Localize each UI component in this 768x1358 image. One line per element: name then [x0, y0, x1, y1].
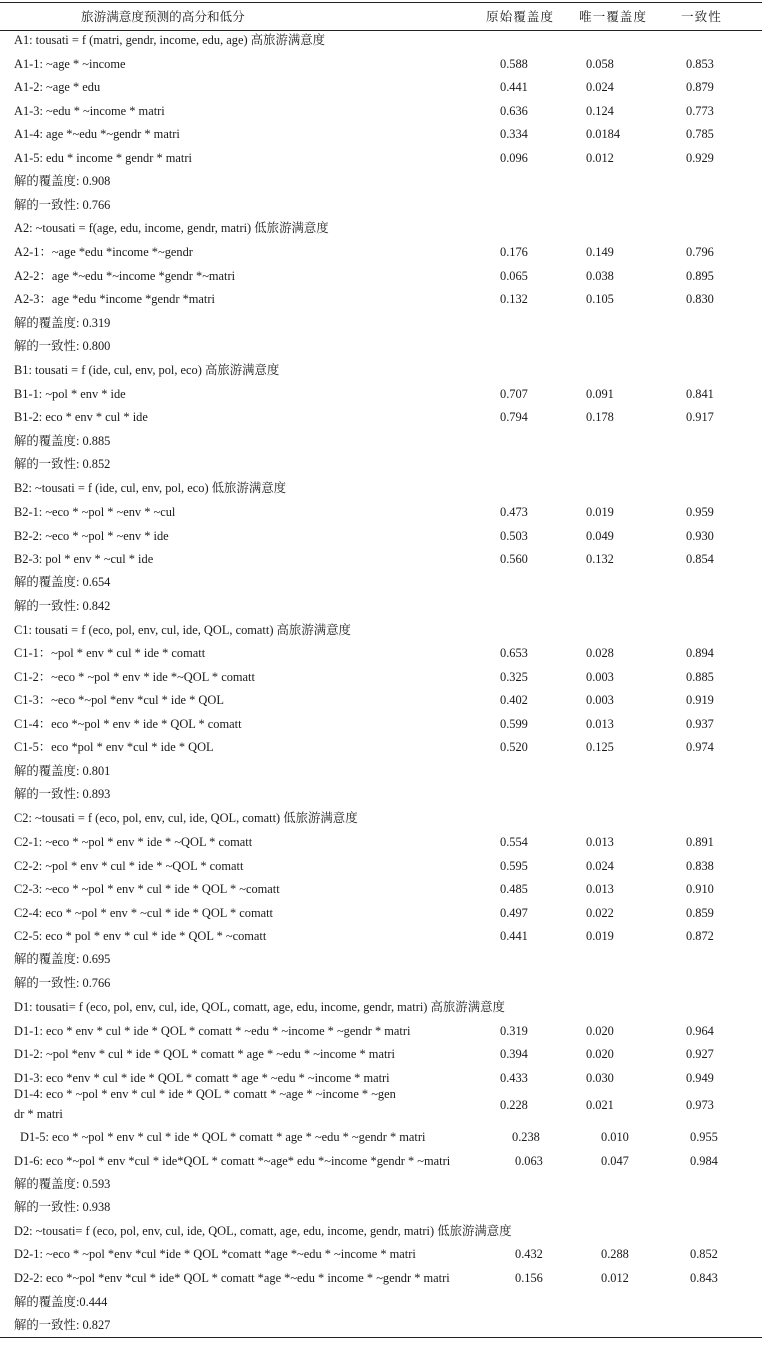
- table-row: [0, 407, 762, 427]
- table-row: [0, 289, 762, 309]
- table-row: [0, 856, 762, 876]
- unique-coverage-cell: 0.125: [586, 740, 614, 754]
- row-label: [14, 148, 192, 168]
- unique-coverage-cell: 0.010: [601, 1130, 629, 1144]
- table-section-row: [0, 478, 762, 498]
- row-label-line: A1-4: age *~edu *~gendr * matri: [14, 127, 180, 141]
- row-label: [14, 1084, 396, 1124]
- row-label-line: 解的覆盖度: 0.593: [14, 1177, 111, 1191]
- unique-coverage-cell: 0.0184: [586, 127, 621, 141]
- row-label: [14, 949, 110, 969]
- row-label: [14, 832, 252, 852]
- raw-coverage-cell: 0.176: [500, 245, 528, 259]
- row-label-line: 解的覆盖度:0.444: [14, 1295, 108, 1309]
- row-label: [14, 454, 110, 474]
- table-section-row: [0, 784, 762, 804]
- consistency-cell: 0.895: [686, 269, 714, 283]
- row-label-line: A2-3：age *edu *income *gendr *matri: [14, 292, 215, 306]
- table-row: [0, 1044, 762, 1064]
- consistency-cell: 0.930: [686, 529, 714, 543]
- consistency-cell: 0.974: [686, 740, 714, 754]
- table-section-row: [0, 761, 762, 781]
- row-label: [14, 690, 224, 710]
- row-label-line: 解的覆盖度: 0.695: [14, 952, 111, 966]
- row-label: [14, 596, 110, 616]
- row-label: [14, 643, 205, 663]
- consistency-cell: 0.841: [686, 387, 714, 401]
- unique-coverage-cell: 0.149: [586, 245, 614, 259]
- table-section-row: [0, 1315, 762, 1335]
- row-label-line: A2: ~tousati = f(age, edu, income, gendr, matri) 低旅游满意度: [14, 221, 329, 235]
- row-label: [14, 431, 110, 451]
- row-label: [14, 1221, 512, 1241]
- table-section-row: [0, 171, 762, 191]
- consistency-cell: 0.959: [686, 505, 714, 519]
- row-label-line: A1-1: ~age * ~income: [14, 57, 126, 71]
- raw-coverage-cell: 0.228: [500, 1098, 528, 1112]
- row-label-line: D2: ~tousati= f (eco, pol, env, cul, ide, QOL, comatt, age, edu, income, gendr, matri) 低旅游满意度: [14, 1224, 512, 1238]
- row-label: [14, 77, 100, 97]
- table-section-row: [0, 572, 762, 592]
- table-row: [0, 124, 762, 144]
- row-label: [14, 761, 110, 781]
- row-label: [14, 667, 255, 687]
- consistency-cell: 0.955: [690, 1130, 718, 1144]
- consistency-cell: 0.872: [686, 929, 714, 943]
- consistency-cell: 0.838: [686, 859, 714, 873]
- unique-coverage-cell: 0.012: [601, 1271, 629, 1285]
- consistency-cell: 0.879: [686, 80, 714, 94]
- row-label: [14, 195, 110, 215]
- row-label-line: C1-2：~eco * ~pol * env * ide *~QOL * comatt: [14, 670, 255, 684]
- unique-coverage-cell: 0.105: [586, 292, 614, 306]
- table-section-row: [0, 1174, 762, 1194]
- row-label-line: D2-2: eco *~pol *env *cul * ide* QOL * comatt *age *~edu * income * ~gendr * matri: [14, 1271, 450, 1285]
- raw-coverage-cell: 0.520: [500, 740, 528, 754]
- raw-coverage-cell: 0.794: [500, 410, 528, 424]
- row-label-line: 解的一致性: 0.938: [14, 1200, 111, 1214]
- unique-coverage-cell: 0.019: [586, 929, 614, 943]
- raw-coverage-cell: 0.473: [500, 505, 528, 519]
- row-label: [14, 289, 215, 309]
- row-label: [14, 384, 126, 404]
- row-label-line: A2-2：age *~edu *~income *gendr *~matri: [14, 269, 236, 283]
- row-label-line: D1-3: eco *env * cul * ide * QOL * comatt * age * ~edu * ~income * matri: [14, 1071, 390, 1085]
- row-label-line: D1-1: eco * env * cul * ide * QOL * comatt * ~edu * ~income * ~gendr * matri: [14, 1024, 411, 1038]
- raw-coverage-cell: 0.441: [500, 80, 528, 94]
- raw-coverage-cell: 0.636: [500, 104, 528, 118]
- unique-coverage-cell: 0.049: [586, 529, 614, 543]
- row-label-line: 解的覆盖度: 0.908: [14, 174, 111, 188]
- table-section-row: [0, 1197, 762, 1217]
- row-label-line: 解的一致性: 0.852: [14, 457, 111, 471]
- raw-coverage-cell: 0.503: [500, 529, 528, 543]
- raw-coverage-cell: 0.238: [512, 1130, 540, 1144]
- unique-coverage-cell: 0.021: [586, 1098, 614, 1112]
- table-section-row: [0, 808, 762, 828]
- row-label: [14, 30, 325, 50]
- unique-coverage-cell: 0.178: [586, 410, 614, 424]
- consistency-cell: 0.927: [686, 1047, 714, 1061]
- row-label: [14, 171, 110, 191]
- consistency-cell: 0.854: [686, 552, 714, 566]
- raw-coverage-cell: 0.319: [500, 1024, 528, 1038]
- row-label-line: B2-2: ~eco * ~pol * ~env * ide: [14, 529, 169, 543]
- raw-coverage-cell: 0.707: [500, 387, 528, 401]
- row-label: [14, 784, 110, 804]
- table-row: [0, 242, 762, 262]
- row-label: [14, 997, 505, 1017]
- consistency-cell: 0.843: [690, 1271, 718, 1285]
- raw-coverage-cell: 0.096: [500, 151, 528, 165]
- row-label: [14, 714, 242, 734]
- header-configuration: 旅游满意度预测的高分和低分: [81, 10, 245, 24]
- row-label-line: C2-3: ~eco * ~pol * env * cul * ide * QOL * ~comatt: [14, 882, 280, 896]
- consistency-cell: 0.949: [686, 1071, 714, 1085]
- unique-coverage-cell: 0.012: [586, 151, 614, 165]
- consistency-cell: 0.830: [686, 292, 714, 306]
- table-row: [0, 903, 762, 923]
- row-label-line: A1-5: edu * income * gendr * matri: [14, 151, 192, 165]
- row-label-line: 解的一致性: 0.827: [14, 1318, 111, 1332]
- consistency-cell: 0.785: [686, 127, 714, 141]
- header-unique-coverage: 唯一覆盖度: [579, 10, 647, 24]
- unique-coverage-cell: 0.003: [586, 670, 614, 684]
- raw-coverage-cell: 0.156: [515, 1271, 543, 1285]
- row-label-line: 解的一致性: 0.842: [14, 599, 111, 613]
- row-label: [14, 879, 280, 899]
- raw-coverage-cell: 0.441: [500, 929, 528, 943]
- row-label-line: 解的一致性: 0.893: [14, 787, 111, 801]
- raw-coverage-cell: 0.599: [500, 717, 528, 731]
- table-row: [0, 714, 762, 734]
- table-section-row: [0, 596, 762, 616]
- row-label: [14, 808, 358, 828]
- table-row: [0, 384, 762, 404]
- consistency-cell: 0.891: [686, 835, 714, 849]
- table-section-row: [0, 30, 762, 50]
- raw-coverage-cell: 0.485: [500, 882, 528, 896]
- row-label: [14, 1174, 110, 1194]
- row-label-line: 解的一致性: 0.766: [14, 976, 111, 990]
- table-section-row: [0, 336, 762, 356]
- table-row: [0, 737, 762, 757]
- row-label: [14, 1151, 450, 1171]
- row-label-line: C1-1：~pol * env * cul * ide * comatt: [14, 646, 206, 660]
- row-label: [14, 360, 279, 380]
- row-label-line: 解的一致性: 0.766: [14, 198, 111, 212]
- consistency-cell: 0.894: [686, 646, 714, 660]
- unique-coverage-cell: 0.013: [586, 835, 614, 849]
- consistency-cell: 0.852: [690, 1247, 718, 1261]
- row-label: [14, 856, 243, 876]
- unique-coverage-cell: 0.288: [601, 1247, 629, 1261]
- unique-coverage-cell: 0.022: [586, 906, 614, 920]
- consistency-cell: 0.929: [686, 151, 714, 165]
- raw-coverage-cell: 0.132: [500, 292, 528, 306]
- consistency-cell: 0.984: [690, 1154, 718, 1168]
- table-section-row: [0, 313, 762, 333]
- consistency-cell: 0.919: [686, 693, 714, 707]
- row-label: [14, 407, 148, 427]
- table-section-row: [0, 218, 762, 238]
- row-label: [14, 973, 110, 993]
- row-label: [14, 1244, 416, 1264]
- row-label-line: A1: tousati = f (matri, gendr, income, edu, age) 高旅游满意度: [14, 33, 326, 47]
- consistency-cell: 0.773: [686, 104, 714, 118]
- table-row: [0, 148, 762, 168]
- unique-coverage-cell: 0.020: [586, 1047, 614, 1061]
- row-label: [14, 1268, 450, 1288]
- row-label: [14, 502, 175, 522]
- row-label-line: B1-2: eco * env * cul * ide: [14, 410, 148, 424]
- table-section-row: [0, 454, 762, 474]
- table-section-row: [0, 949, 762, 969]
- unique-coverage-cell: 0.019: [586, 505, 614, 519]
- table-row: [0, 832, 762, 852]
- row-label-line: A1-3: ~edu * ~income * matri: [14, 104, 165, 118]
- table-row: [0, 526, 762, 546]
- raw-coverage-cell: 0.433: [500, 1071, 528, 1085]
- unique-coverage-cell: 0.028: [586, 646, 614, 660]
- row-label-line: D1-2: ~pol *env * cul * ide * QOL * comatt * age * ~edu * ~income * matri: [14, 1047, 395, 1061]
- row-label: [14, 313, 110, 333]
- table-row: [0, 643, 762, 663]
- row-label-line: 解的覆盖度: 0.801: [14, 764, 111, 778]
- table-section-row: [0, 620, 762, 640]
- table-section-row: [0, 1292, 762, 1312]
- table-top-rule: [0, 2, 762, 3]
- row-label: [14, 218, 329, 238]
- row-label: [14, 620, 351, 640]
- row-label-line: 解的覆盖度: 0.319: [14, 316, 111, 330]
- raw-coverage-cell: 0.653: [500, 646, 528, 660]
- unique-coverage-cell: 0.013: [586, 882, 614, 896]
- table-row: [0, 266, 762, 286]
- table-row: [0, 667, 762, 687]
- table-section-row: [0, 360, 762, 380]
- row-label-line: 解的覆盖度: 0.654: [14, 575, 111, 589]
- consistency-cell: 0.796: [686, 245, 714, 259]
- consistency-cell: 0.917: [686, 410, 714, 424]
- table-section-row: [0, 973, 762, 993]
- row-label-line: B2-3: pol * env * ~cul * ide: [14, 552, 154, 566]
- row-label-line: B2-1: ~eco * ~pol * ~env * ~cul: [14, 505, 176, 519]
- table-row: [0, 549, 762, 569]
- raw-coverage-cell: 0.325: [500, 670, 528, 684]
- row-label: [14, 549, 153, 569]
- row-label-line: D1-5: eco * ~pol * env * cul * ide * QOL * comatt * age * ~edu * ~gendr * matri: [20, 1130, 426, 1144]
- table-row: [0, 502, 762, 522]
- row-label: [14, 54, 125, 74]
- raw-coverage-cell: 0.402: [500, 693, 528, 707]
- table-row: [0, 1127, 762, 1147]
- unique-coverage-cell: 0.003: [586, 693, 614, 707]
- raw-coverage-cell: 0.560: [500, 552, 528, 566]
- unique-coverage-cell: 0.024: [586, 80, 614, 94]
- row-label-line: D1-6: eco *~pol * env *cul * ide*QOL * comatt *~age* edu *~income *gendr * ~matri: [14, 1154, 451, 1168]
- raw-coverage-cell: 0.595: [500, 859, 528, 873]
- row-label-continuation: dr * matri: [14, 1107, 63, 1121]
- row-label: [14, 1292, 107, 1312]
- raw-coverage-cell: 0.334: [500, 127, 528, 141]
- unique-coverage-cell: 0.124: [586, 104, 614, 118]
- table-row: [0, 1268, 762, 1288]
- row-label-line: C1-5：eco *pol * env *cul * ide * QOL: [14, 740, 214, 754]
- table-row: [0, 101, 762, 121]
- row-label: [14, 572, 110, 592]
- table-row: [0, 1021, 762, 1041]
- unique-coverage-cell: 0.058: [586, 57, 614, 71]
- row-label-line: D1-4: eco * ~pol * env * cul * ide * QOL * comatt * ~age * ~income * ~gen: [14, 1087, 396, 1101]
- raw-coverage-cell: 0.063: [515, 1154, 543, 1168]
- row-label-line: C2-5: eco * pol * env * cul * ide * QOL * ~comatt: [14, 929, 267, 943]
- header-consistency: 一致性: [681, 10, 722, 24]
- raw-coverage-cell: 0.394: [500, 1047, 528, 1061]
- table-section-row: [0, 997, 762, 1017]
- unique-coverage-cell: 0.024: [586, 859, 614, 873]
- row-label-line: A2-1：~age *edu *income *~gendr: [14, 245, 193, 259]
- raw-coverage-cell: 0.554: [500, 835, 528, 849]
- consistency-cell: 0.910: [686, 882, 714, 896]
- row-label-line: C2-1: ~eco * ~pol * env * ide * ~QOL * comatt: [14, 835, 253, 849]
- table-row: [0, 77, 762, 97]
- row-label: [14, 336, 110, 356]
- row-label: [14, 926, 266, 946]
- row-label-line: D1: tousati= f (eco, pol, env, cul, ide, QOL, comatt, age, edu, income, gendr, matri) 高旅游满意度: [14, 1000, 505, 1014]
- raw-coverage-cell: 0.588: [500, 57, 528, 71]
- row-label-line: C1-3：~eco *~pol *env *cul * ide * QOL: [14, 693, 224, 707]
- consistency-cell: 0.885: [686, 670, 714, 684]
- table-row: [0, 926, 762, 946]
- row-label: [20, 1127, 425, 1147]
- row-label-line: C2-4: eco * ~pol * env * ~cul * ide * QOL * comatt: [14, 906, 273, 920]
- consistency-cell: 0.964: [686, 1024, 714, 1038]
- consistency-cell: 0.937: [686, 717, 714, 731]
- row-label-line: C1: tousati = f (eco, pol, env, cul, ide, QOL, comatt) 高旅游满意度: [14, 623, 351, 637]
- consistency-cell: 0.859: [686, 906, 714, 920]
- table-bottom-rule: [0, 1337, 762, 1338]
- row-label-line: C2: ~tousati = f (eco, pol, env, cul, ide, QOL, comatt) 低旅游满意度: [14, 811, 358, 825]
- row-label: [14, 266, 235, 286]
- table-row: [0, 54, 762, 74]
- table-row: [0, 1151, 762, 1171]
- row-label-line: C2-2: ~pol * env * cul * ide * ~QOL * comatt: [14, 859, 244, 873]
- consistency-cell: 0.973: [686, 1098, 714, 1112]
- row-label: [14, 526, 169, 546]
- table-row: [0, 1088, 762, 1128]
- raw-coverage-cell: 0.432: [515, 1247, 543, 1261]
- unique-coverage-cell: 0.091: [586, 387, 614, 401]
- row-label-line: 解的一致性: 0.800: [14, 339, 111, 353]
- unique-coverage-cell: 0.047: [601, 1154, 629, 1168]
- table-row: [0, 879, 762, 899]
- row-label: [14, 478, 286, 498]
- unique-coverage-cell: 0.013: [586, 717, 614, 731]
- row-label-line: B2: ~tousati = f (ide, cul, env, pol, eco) 低旅游满意度: [14, 481, 287, 495]
- row-label-line: C1-4：eco *~pol * env * ide * QOL * comatt: [14, 717, 242, 731]
- row-label-line: A1-2: ~age * edu: [14, 80, 101, 94]
- row-label-line: D2-1: ~eco * ~pol *env *cul *ide * QOL *comatt *age *~edu * ~income * matri: [14, 1247, 416, 1261]
- row-label: [14, 1021, 410, 1041]
- raw-coverage-cell: 0.497: [500, 906, 528, 920]
- table-section-row: [0, 195, 762, 215]
- header-raw-coverage: 原始覆盖度: [486, 10, 554, 24]
- table-section-row: [0, 431, 762, 451]
- raw-coverage-cell: 0.065: [500, 269, 528, 283]
- row-label: [14, 737, 214, 757]
- row-label-line: B1-1: ~pol * env * ide: [14, 387, 126, 401]
- row-label: [14, 1197, 110, 1217]
- row-label: [14, 1044, 395, 1064]
- row-label-line: 解的覆盖度: 0.885: [14, 434, 111, 448]
- unique-coverage-cell: 0.132: [586, 552, 614, 566]
- table-row: [0, 690, 762, 710]
- row-label: [14, 124, 180, 144]
- unique-coverage-cell: 0.030: [586, 1071, 614, 1085]
- row-label: [14, 242, 193, 262]
- table-row: [0, 1244, 762, 1264]
- row-label: [14, 101, 165, 121]
- row-label: [14, 1315, 110, 1335]
- unique-coverage-cell: 0.020: [586, 1024, 614, 1038]
- table-section-row: [0, 1221, 762, 1241]
- row-label-line: B1: tousati = f (ide, cul, env, pol, eco) 高旅游满意度: [14, 363, 280, 377]
- consistency-cell: 0.853: [686, 57, 714, 71]
- unique-coverage-cell: 0.038: [586, 269, 614, 283]
- row-label: [14, 903, 273, 923]
